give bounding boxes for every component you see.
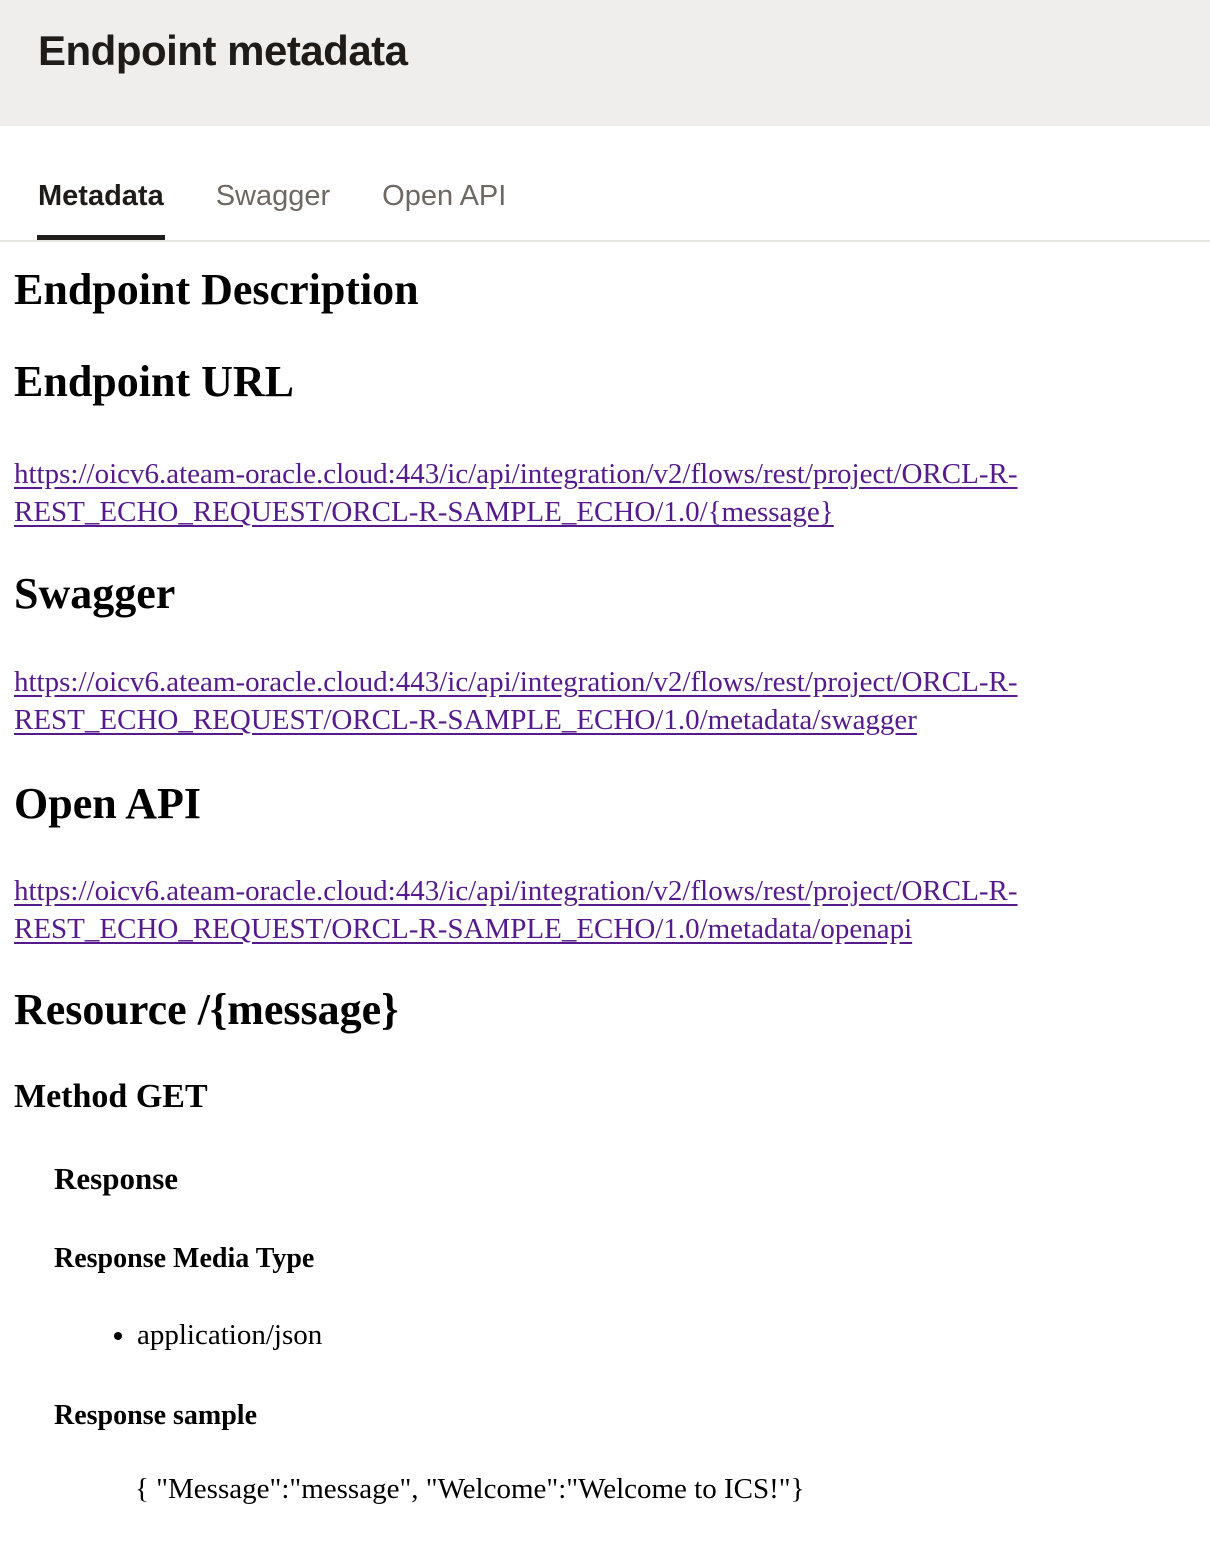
endpoint-url-line-2: REST_ECHO_REQUEST/ORCL-R-SAMPLE_ECHO/1.0/{message} [14, 496, 834, 528]
endpoint-description-heading: Endpoint Description [14, 265, 419, 314]
open-api-heading: Open API [14, 779, 202, 828]
page-header [0, 0, 1210, 126]
swagger-url-paragraph [14, 663, 1196, 739]
metadata-document [14, 242, 1196, 1508]
endpoint-url-heading: Endpoint URL [14, 357, 295, 406]
page-title: Endpoint metadata [38, 27, 408, 74]
openapi-url-line-2: REST_ECHO_REQUEST/ORCL-R-SAMPLE_ECHO/1.0/metadata/openapi [14, 913, 913, 945]
swagger-url-link[interactable] [14, 663, 1196, 739]
media-type-list [14, 1318, 1196, 1353]
swagger-url-line-1: https://oicv6.ateam-oracle.cloud:443/ic/api/integration/v2/flows/rest/project/ORCL-R- [14, 666, 1018, 698]
response-media-type-heading: Response Media Type [54, 1243, 315, 1274]
media-type-item: • application/json [137, 1318, 1196, 1353]
swagger-url-line-2: REST_ECHO_REQUEST/ORCL-R-SAMPLE_ECHO/1.0/metadata/swagger [14, 704, 917, 736]
endpoint-url-link[interactable] [14, 455, 1196, 531]
openapi-url-line-1: https://oicv6.ateam-oracle.cloud:443/ic/api/integration/v2/flows/rest/project/ORCL-R- [14, 875, 1018, 907]
resource-heading: Resource /{message} [14, 985, 399, 1034]
swagger-heading: Swagger [14, 569, 176, 618]
tab-swagger[interactable]: Swagger [215, 180, 331, 212]
openapi-url-link[interactable] [14, 872, 1196, 948]
tab-metadata[interactable]: Metadata [37, 126, 165, 240]
tab-bar [0, 126, 1210, 242]
response-sample-heading: Response sample [54, 1399, 258, 1431]
response-heading: Response [54, 1161, 179, 1196]
tab-open-api[interactable]: Open API [382, 180, 507, 212]
endpoint-url-paragraph [14, 455, 1196, 531]
openapi-url-paragraph [14, 872, 1196, 948]
response-sample-text: { "Message":"message", "Welcome":"Welcome to ICS!"} [135, 1472, 805, 1505]
method-heading: Method GET [14, 1078, 208, 1115]
endpoint-url-line-1: https://oicv6.ateam-oracle.cloud:443/ic/api/integration/v2/flows/rest/project/ORCL-R- [14, 458, 1018, 490]
